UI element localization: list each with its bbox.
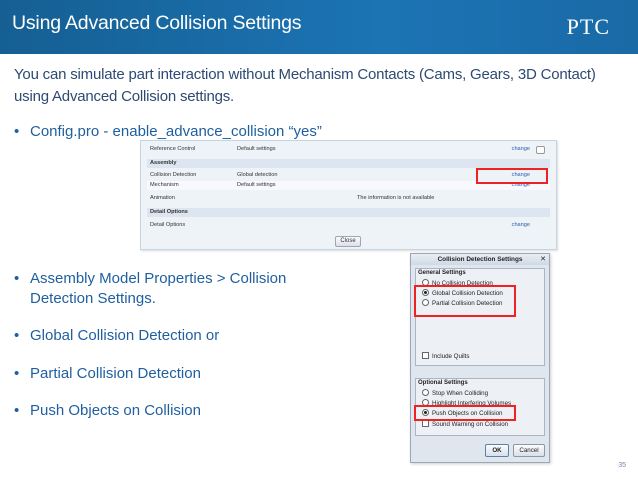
option-label: Global Collision Detection [432, 290, 503, 298]
row-reference-control [147, 145, 550, 154]
section-label: Detail Options [150, 209, 188, 215]
bullet-dot: • [14, 270, 20, 287]
option-label: Stop When Colliding [432, 390, 489, 398]
close-icon[interactable]: ✕ [540, 256, 546, 263]
option-label: Include Quilts [432, 353, 470, 361]
bullet-config-text: Config.pro - enable_advance_collision “yes” [30, 123, 322, 140]
group-header: Optional Settings [418, 380, 468, 386]
radio-stop-when-colliding[interactable] [422, 390, 488, 397]
bullet-assembly-cont: Detection Settings. [30, 290, 156, 307]
option-label: Partial Collision Detection [432, 300, 503, 308]
page-number: 35 [618, 462, 626, 469]
section-label: Assembly [150, 160, 177, 166]
checkbox-include-quilts[interactable] [422, 353, 470, 360]
chevron-down-icon[interactable] [536, 146, 545, 154]
bullet-global [14, 326, 219, 345]
bullet-partial [14, 364, 201, 383]
close-button[interactable]: Close [335, 236, 361, 247]
bullet-partial-text: Partial Collision Detection [30, 365, 201, 382]
intro-text: You can simulate part interaction without Mechanism Contacts (Cams, Gears, 3D Contact) using Advanced Collision settings. [14, 66, 596, 105]
model-properties-panel [140, 140, 557, 250]
change-link[interactable]: change [511, 222, 530, 228]
title-bar [0, 0, 638, 54]
row-animation [147, 194, 550, 203]
bullet-global-text: Global Collision Detection or [30, 327, 220, 344]
row-label: Mechanism [150, 182, 179, 188]
ptc-logo: PTC [566, 14, 610, 39]
bullet-push [14, 401, 201, 420]
row-label: Detail Options [150, 222, 186, 228]
row-label: Animation [150, 195, 175, 201]
highlight-box-push-objects [414, 405, 516, 421]
bullet-dot: • [14, 365, 20, 382]
bullet-assembly-text: Assembly Model Properties > Collision [30, 270, 287, 287]
row-value: Global detection [237, 172, 278, 178]
group-header: General Settings [418, 270, 466, 276]
option-label: Sound Warning on Collision [432, 421, 509, 429]
section-detail-options [147, 208, 550, 217]
ok-button[interactable]: OK [485, 444, 509, 457]
row-detail-options [147, 221, 550, 230]
checkbox-icon[interactable] [422, 420, 429, 427]
change-link[interactable]: change [511, 182, 530, 188]
bullet-dot: • [14, 402, 20, 419]
slide-title: Using Advanced Collision Settings [12, 12, 302, 34]
row-label: Reference Control [150, 146, 196, 152]
general-settings-group [415, 268, 545, 366]
row-value: Default settings [237, 182, 276, 188]
checkbox-icon[interactable] [422, 352, 429, 359]
highlight-box-general-options [414, 285, 516, 317]
option-label: No Collision Detection [432, 280, 493, 288]
checkbox-sound-warning[interactable] [422, 421, 508, 428]
radio-icon[interactable] [422, 389, 429, 396]
bullet-dot: • [14, 327, 20, 344]
bullet-config [14, 122, 322, 141]
row-label: Collision Detection [150, 172, 197, 178]
section-assembly [147, 159, 550, 168]
row-note: The information is not available [357, 195, 435, 201]
cancel-button[interactable]: Cancel [513, 444, 545, 457]
bullet-assembly [14, 269, 286, 288]
option-label: Highlight Interfering Volumes [432, 400, 512, 408]
option-label: Push Objects on Collision [432, 410, 503, 418]
dialog-title: Collision Detection Settings [411, 254, 549, 265]
highlight-box-collision-change [476, 168, 548, 184]
bullet-dot: • [14, 123, 20, 140]
change-link[interactable]: change [511, 172, 530, 178]
row-value: Default settings [237, 146, 276, 152]
bullet-push-text: Push Objects on Collision [30, 402, 201, 419]
change-link[interactable]: change [511, 146, 530, 152]
